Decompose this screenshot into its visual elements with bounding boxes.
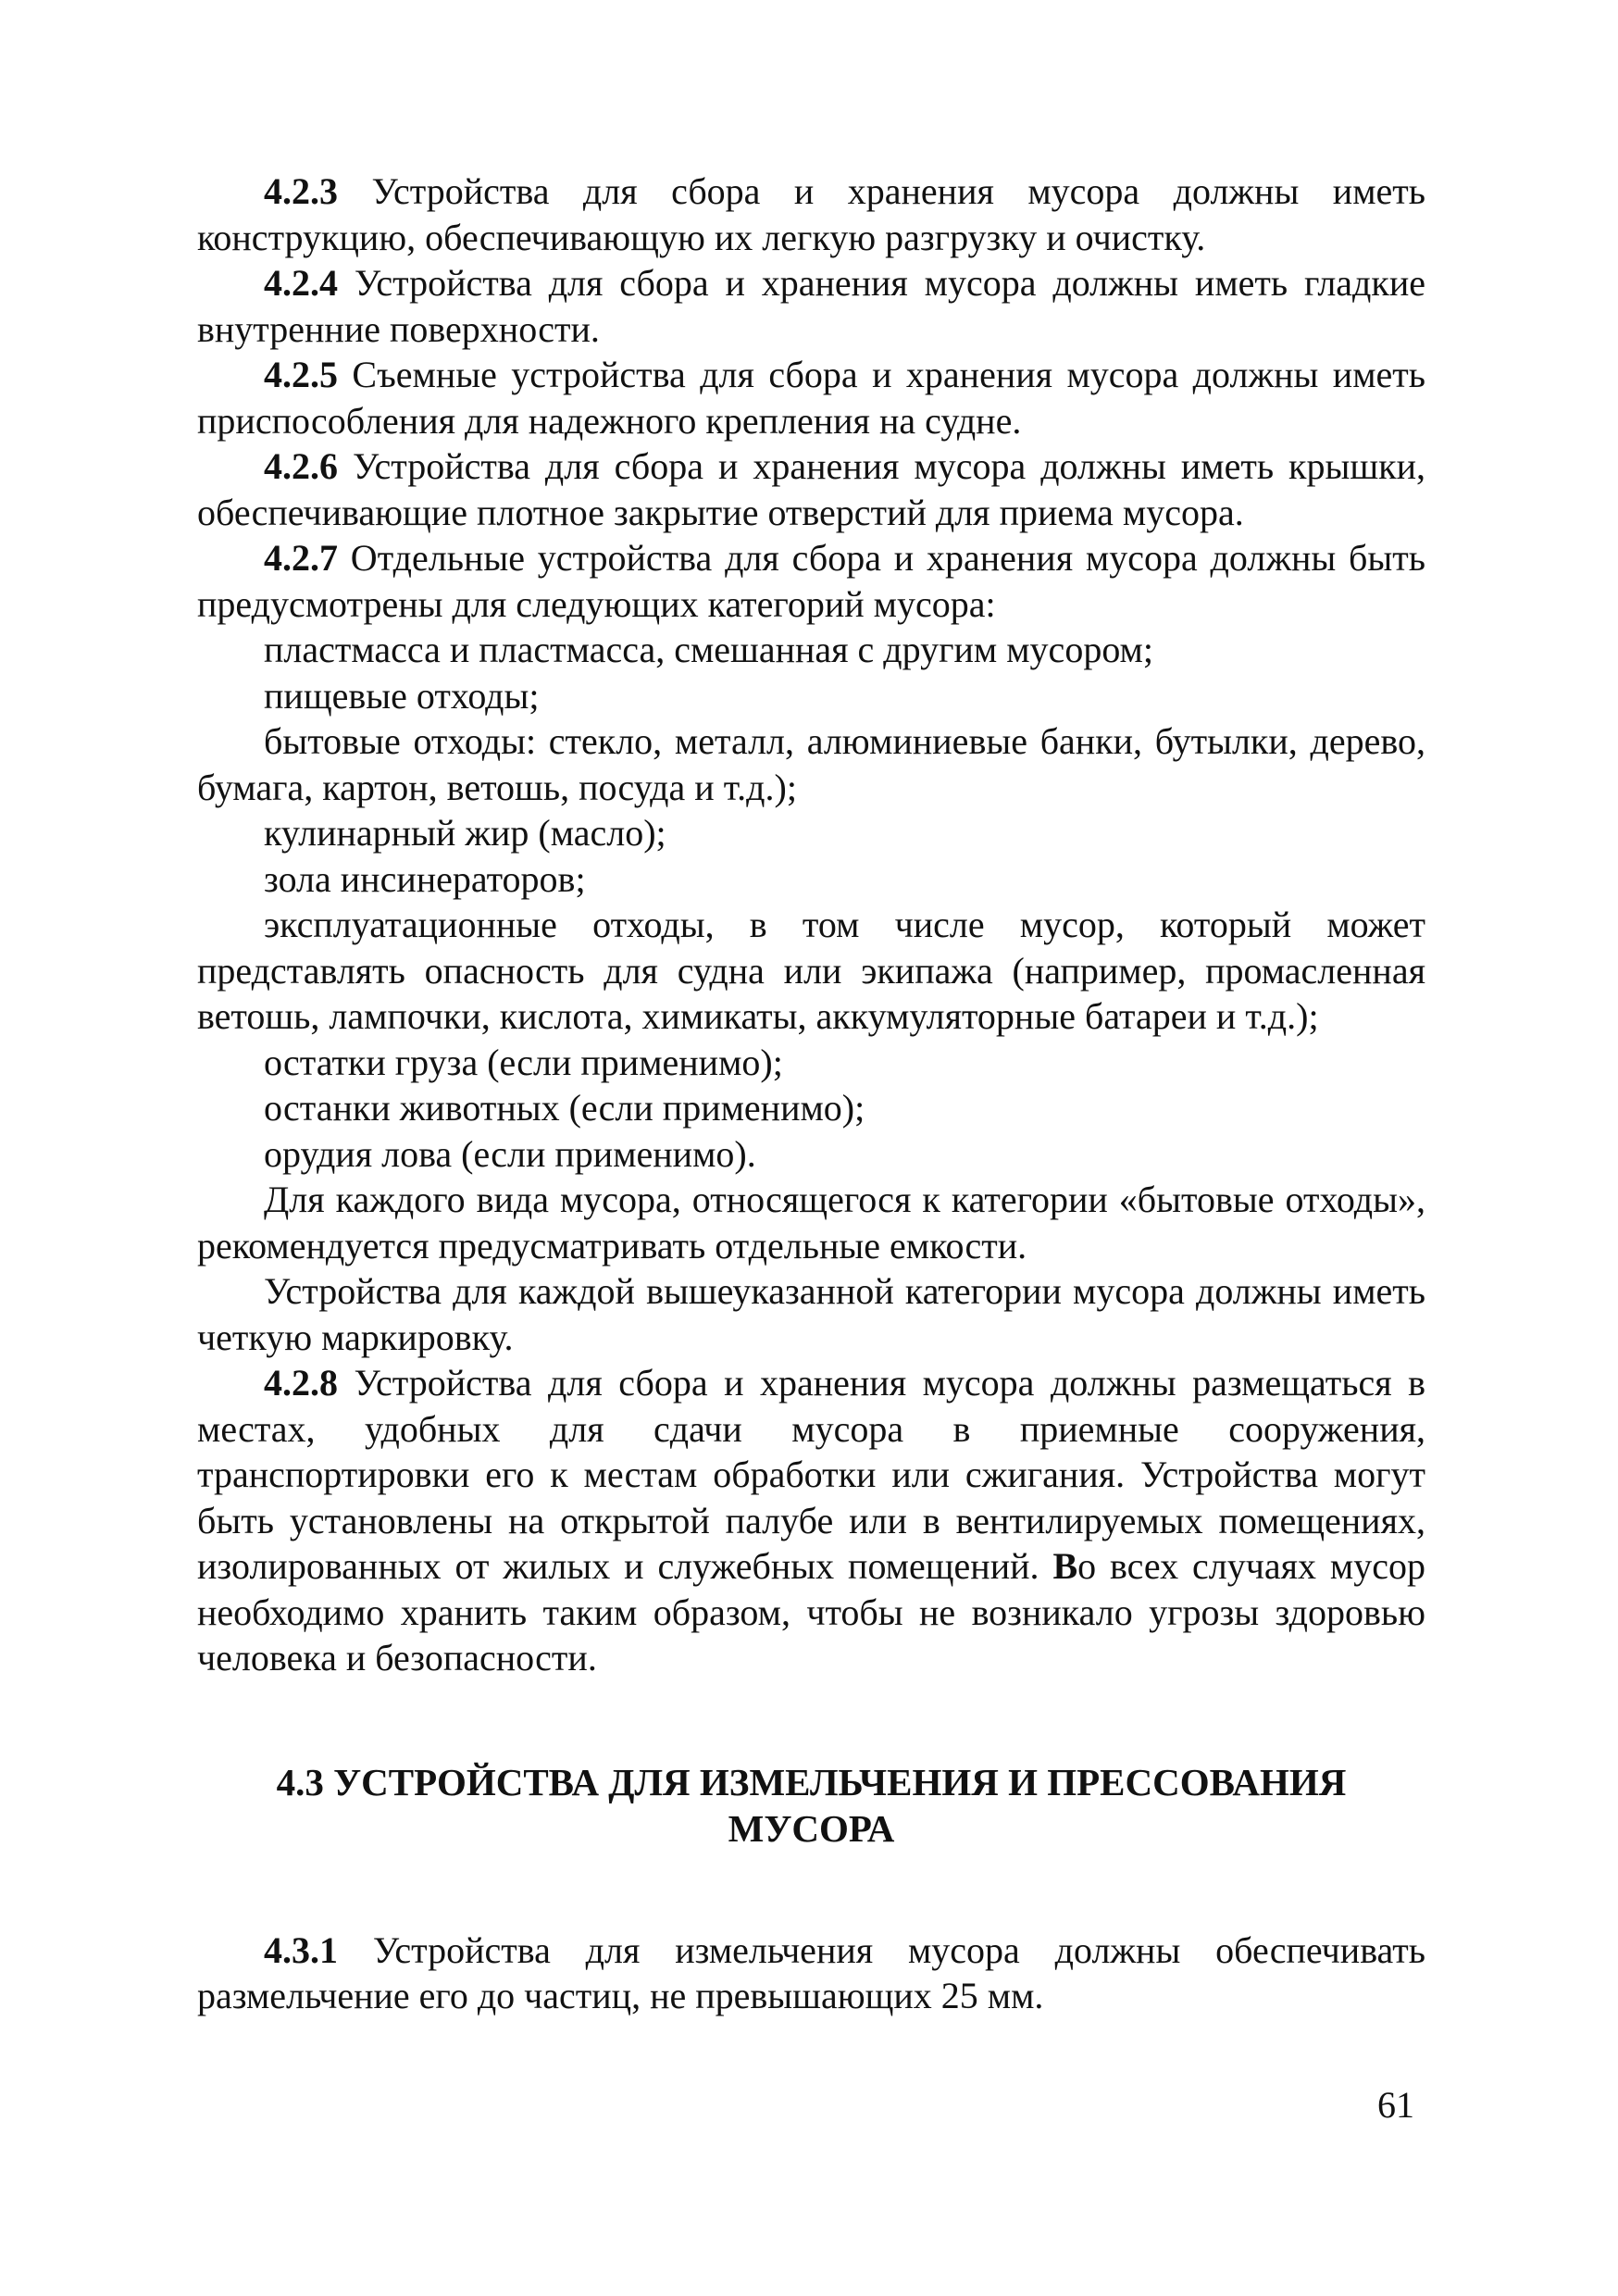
category-item: пластмасса и пластмасса, смешанная с другим мусором;: [264, 629, 1153, 670]
category-item: орудия лова (если применимо).: [264, 1132, 756, 1175]
category-item: останки животных (если применимо);: [264, 1087, 865, 1129]
paragraph-4-2-7: [197, 535, 1425, 627]
category-item: зола инсинераторов;: [264, 857, 586, 900]
clause-text: Устройства для сбора и хранения мусора должны иметь гладкие внутренние поверхности.: [197, 262, 1425, 350]
clause-text-continued: о всех случаях мусор необходимо хранить таким образом, чтобы не возникало угрозы здоровью человека и безопасности.: [197, 1545, 1426, 1678]
category-item: эксплуатационные отходы, в том числе мусор, который может представлять опасность для судна или экипажа (например, промасленная ветошь, лампочки, кислота, химикаты, аккумуляторные батареи и т.д.);: [197, 904, 1425, 1037]
category-item: пищевые отходы;: [264, 674, 540, 717]
category-item: кулинарный жир (масло);: [264, 812, 666, 854]
category-item: остатки груза (если применимо);: [264, 1041, 783, 1083]
clause-text: Съемные устройства для сбора и хранения мусора должны иметь приспособления для надежного крепления на судне.: [197, 354, 1425, 442]
clause-text: Устройства для сбора и хранения мусора должны иметь крышки, обеспечивающие плотное закрытие отверстий для приема мусора.: [197, 445, 1425, 533]
clause-number: 4.2.4: [264, 262, 338, 304]
paragraph-4-2-6: [197, 443, 1425, 535]
clause-text: Устройства для сбора и хранения мусора должны размещаться в местах, удобных для сдачи мусора в приемные сооружения, транспортировки его к местам обработки или сжигания. Устройства могут быть установлены на открытой палубе или в вентилируемых помещениях, изолированных от жилых и служебных помещений.: [197, 1362, 1425, 1587]
section-heading-line-1: 4.3 УСТРОЙСТВА ДЛЯ ИЗМЕЛЬЧЕНИЯ И ПРЕССОВАНИЯ: [276, 1760, 1347, 1803]
paragraph-4-2-5: [197, 352, 1425, 443]
clause-number: 4.2.7: [264, 537, 338, 579]
category-item: бытовые отходы: стекло, металл, алюминиевые банки, бутылки, дерево, бумага, картон, ветошь, посуда и т.д.);: [197, 720, 1425, 808]
paragraph-4-2-8: [197, 1360, 1425, 1681]
section-heading: [197, 1759, 1425, 1852]
clause-number: 4.2.5: [264, 354, 338, 395]
page-body: [197, 168, 1425, 2019]
paragraph-4-3-1: [197, 1928, 1425, 2019]
bold-letter: В: [1052, 1545, 1078, 1587]
page-number: 61: [1377, 2084, 1414, 2126]
note-paragraph: Устройства для каждой вышеуказанной категории мусора должны иметь четкую маркировку.: [197, 1270, 1425, 1358]
clause-number: 4.2.8: [264, 1362, 338, 1404]
clause-number: 4.3.1: [264, 1928, 338, 1971]
clause-number: 4.2.6: [264, 445, 338, 487]
clause-number: 4.2.3: [264, 170, 338, 212]
clause-text: Отдельные устройства для сбора и хранения мусора должны быть предусмотрены для следующих категорий мусора:: [197, 537, 1425, 625]
clause-text: Устройства для измельчения мусора должны обеспечивать размельчение его до частиц, не превышающих 25 мм.: [197, 1928, 1425, 2016]
paragraph-4-2-3: [197, 168, 1425, 260]
section-heading-line-2: МУСОРА: [728, 1806, 895, 1850]
note-paragraph: Для каждого вида мусора, относящегося к категории «бытовые отходы», рекомендуется предусматривать отдельные емкости.: [197, 1179, 1425, 1267]
paragraph-4-2-4: [197, 260, 1425, 352]
clause-text: Устройства для сбора и хранения мусора должны иметь конструкцию, обеспечивающую их легкую разгрузку и очистку.: [197, 170, 1425, 258]
